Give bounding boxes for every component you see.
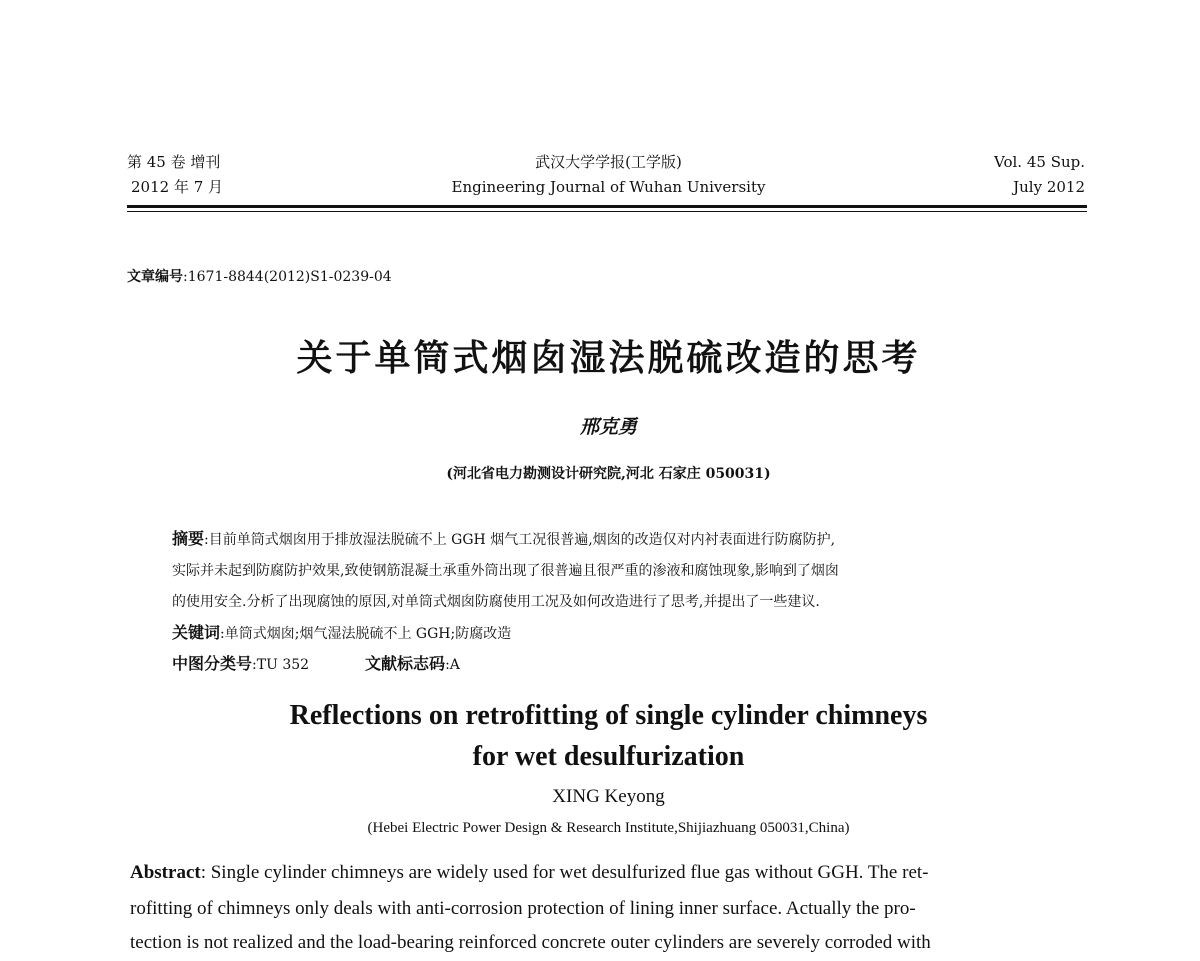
article-number-value: :1671-8844(2012)S1-0239-04 [183,269,392,285]
paper-title-en-line-1: Reflections on retrofitting of single cylinder chimneys [289,700,928,731]
keywords-cn [172,623,511,644]
paper-title-cn: 关于单筒式烟囱湿法脱硫改造的思考 [296,338,921,379]
header-rule-thin [127,211,1087,212]
clc-label: 中图分类号 [172,654,253,673]
classification-line [172,654,460,675]
volume-issue-en: Vol. 45 Sup. [994,153,1085,171]
volume-issue-cn: 第 45 卷 增刊 [127,153,221,171]
keywords-cn-label: 关键词 [172,623,221,642]
keywords-cn-value: :单筒式烟囱;烟气湿法脱硫不上 GGH;防腐改造 [220,626,512,642]
journal-name-en: Engineering Journal of Wuhan University [451,178,766,196]
affiliation-en: (Hebei Electric Power Design & Research Institute,Shijiazhuang 050031,China) [367,820,850,836]
article-number [127,266,392,286]
abstract-cn-line-2: 实际并未起到防腐防护效果,致使钢筋混凝土承重外筒出现了很普遍且很严重的渗液和腐蚀现象,影响到了烟囱 [172,563,839,579]
abstract-en-line-1 [130,862,928,884]
clc-value: :TU 352 [252,657,310,673]
journal-name-cn: 武汉大学学报(工学版) [535,153,682,171]
abstract-en-text-1: : Single cylinder chimneys are widely used for wet desulfurized flue gas without GGH. The ret- [200,862,929,883]
date-cn: 2012 年 7 月 [131,178,224,196]
abstract-cn-line-3: 的使用安全.分析了出现腐蚀的原因,对单筒式烟囱防腐使用工况及如何改造进行了思考,并提出了一些建议. [172,594,820,610]
abstract-en-label: Abstract [130,862,201,883]
paper-title-en-line-2: for wet desulfurization [472,741,745,772]
header-rule-thick [127,205,1087,208]
author-name-en: XING Keyong [552,786,665,807]
document-code-value: :A [445,657,460,673]
affiliation-cn: (河北省电力勘测设计研究院,河北 石家庄 050031) [446,466,771,482]
document-code-label: 文献标志码 [365,654,446,673]
journal-volume-info-en [994,150,1085,200]
abstract-cn-line-1 [172,529,835,550]
abstract-cn-text-1: :目前单筒式烟囱用于排放湿法脱硫不上 GGH 烟气工况很普遍,烟囱的改造仅对内衬表面进行防腐防护, [204,532,836,548]
abstract-en-line-2: rofitting of chimneys only deals with anti-corrosion protection of lining inner surface. Actually the pro- [130,898,916,919]
date-en: July 2012 [1013,178,1085,196]
abstract-en-line-3: tection is not realized and the load-bearing reinforced concrete outer cylinders are severely corroded with [130,932,931,953]
article-number-label: 文章编号 [127,269,183,285]
abstract-cn-label: 摘要 [172,529,205,548]
author-name-cn: 邢克勇 [579,416,637,438]
